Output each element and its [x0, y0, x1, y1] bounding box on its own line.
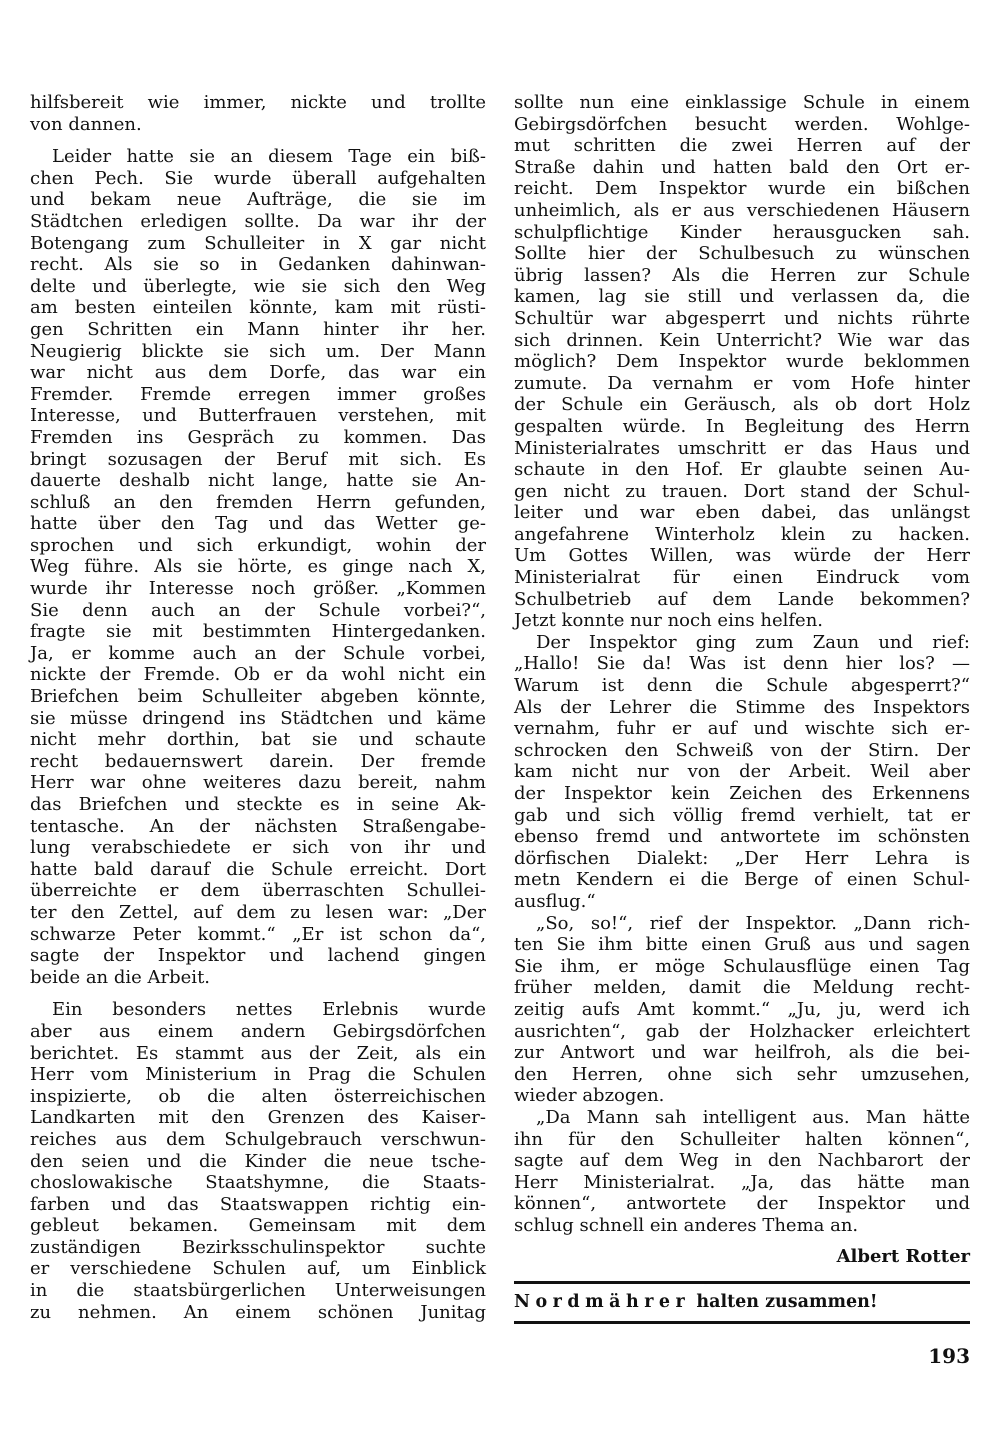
text-line: am besten einteilen könnte, kam mit rüsti- [30, 297, 486, 319]
text-line: dörfischen Dialekt: „Der Herr Lehra is [514, 847, 970, 869]
text-line: farben und das Staatswappen richtig ein- [30, 1193, 486, 1215]
paragraph [30, 999, 486, 1323]
text-line: Botengang zum Schulleiter in X gar nicht [30, 232, 486, 254]
text-line: reicht. Dem Inspektor wurde ein bißchen [514, 178, 970, 200]
text-line: ten Sie ihm bitte einen Gruß aus und sagen [514, 934, 970, 956]
text-line: Jetzt konnte nur noch eins helfen. [514, 610, 824, 632]
text-line: schulpflichtige Kinder herausgucken sah. [514, 221, 970, 243]
text-line: wurde ihr Interesse noch größer. „Kommen [30, 578, 486, 600]
paragraph [514, 92, 970, 632]
text-line: delte und überlegte, wie sie sich den Weg [30, 275, 486, 297]
text-line: Warum ist denn die Schule abgesperrt?“ [514, 675, 970, 697]
text-line: früher melden, damit die Meldung recht- [514, 977, 970, 999]
text-line: Sie ihm, er möge Schulausflüge einen Tag [514, 955, 970, 977]
text-line: Schulbetrieb auf dem Lande bekommen? [514, 588, 970, 610]
text-line: können“, antwortete der Inspektor und [514, 1193, 970, 1215]
text-line: Fremder. Fremde erregen immer großes [30, 383, 486, 405]
text-line: gen Schritten ein Mann hinter ihr her. [30, 318, 486, 340]
text-line: Leider hatte sie an diesem Tage ein biß- [52, 146, 486, 168]
text-line: berichtet. Es stammt aus der Zeit, als ein [30, 1042, 486, 1064]
text-line: Ein besonders nettes Erlebnis wurde [52, 999, 486, 1021]
text-line: möglich? Dem Inspektor wurde beklommen [514, 351, 970, 373]
text-line: inspizierte, ob die alten österreichischen [30, 1085, 486, 1107]
paragraph [30, 146, 486, 988]
text-line: Herr Ministerialrat. „Ja, das hätte man [514, 1171, 970, 1193]
text-line: Herr vom Ministerium in Prag die Schulen [30, 1064, 486, 1086]
text-line: sprochen und sich erkundigt, wohin der [30, 534, 486, 556]
text-line: zuständigen Bezirksschulinspektor suchte [30, 1236, 486, 1258]
text-line: kamen, lag sie still und verlassen da, die [514, 286, 970, 308]
text-line: Gebirgsdörfchen besucht werden. Wohlge- [514, 113, 970, 135]
text-line: tentasche. An der nächsten Straßengabe- [30, 815, 486, 837]
text-line: aber aus einem andern Gebirgsdörfchen [30, 1020, 486, 1042]
text-line: Städtchen erledigen sollte. Da war ihr der [30, 210, 486, 232]
text-line: choslowakische Staatshymne, die Staats- [30, 1172, 486, 1194]
text-line: hilfsbereit wie immer, nickte und trollte [30, 92, 486, 113]
text-line: zeitig aufs Amt kommt.“ „Ju, ju, werd ich [514, 998, 970, 1020]
text-line: nicht mehr dorthin, bat sie und schaute [30, 729, 486, 751]
text-line: überreichte er dem überraschten Schullei- [30, 880, 486, 902]
divider-bottom [514, 1321, 970, 1324]
text-line: beide an die Arbeit. [30, 966, 211, 988]
text-line: reiches aus dem Schulgebrauch verschwun- [30, 1128, 486, 1150]
text-line: hatte bald darauf die Schule erreicht. Dort [30, 858, 486, 880]
text-line: Landkarten mit den Grenzen des Kaiser- [30, 1107, 486, 1129]
text-line: er verschiedene Schulen auf, um Einblick [30, 1258, 486, 1280]
text-line: ebenso fremd und antwortete im schönsten [514, 826, 970, 848]
text-line: in die staatsbürgerlichen Unterweisungen [30, 1280, 486, 1302]
text-line: Briefchen beim Schulleiter abgeben könnte, [30, 686, 486, 708]
text-line: Straße dahin und hatten bald den Ort er- [514, 156, 970, 178]
text-line: kam nicht nur von der Arbeit. Weil aber [514, 761, 970, 783]
text-line: übrig lassen? Als die Herren zur Schule [514, 264, 970, 286]
paragraph [514, 1107, 970, 1237]
text-line: ihn für den Schulleiter halten können“, [514, 1128, 970, 1150]
text-line: recht bedauernswert darein. Der fremde [30, 750, 486, 772]
text-line: metn Kendern ei die Berge of einen Schul- [514, 869, 970, 891]
text-line: wieder abzogen. [514, 1085, 665, 1107]
text-line: Weg führe. Als sie hörte, es ginge nach X, [30, 556, 486, 578]
text-line: dauerte deshalb nicht lange, hatte sie An- [30, 470, 486, 492]
text-line: sie müsse dringend ins Städtchen und käme [30, 707, 486, 729]
text-line: „Hallo! Sie da! Was ist denn hier los? — [514, 653, 970, 675]
text-line: Der Inspektor ging zum Zaun und rief: [536, 631, 970, 653]
text-line: hatte über den Tag und das Wetter ge- [30, 513, 486, 535]
motto-rest: halten zusammen! [696, 1292, 878, 1312]
text-line: recht. Als sie so in Gedanken dahinwan- [30, 254, 486, 276]
text-line: sich drinnen. Kein Unterricht? Wie war das [514, 329, 970, 351]
text-line: schwarze Peter kommt.“ „Er ist schon da“, [30, 923, 486, 945]
text-line: nickte der Fremde. Ob er da wohl nicht ein [30, 664, 486, 686]
text-line: schluß an den fremden Herrn gefunden, [30, 491, 486, 513]
text-line: schrocken den Schweiß von der Stirn. Der [514, 739, 970, 761]
text-line: Schultür war abgesperrt und nichts rührte [514, 307, 970, 329]
text-line: gespalten würde. In Begleitung des Herrn [514, 415, 970, 437]
text-line: gebleut bekamen. Gemeinsam mit dem [30, 1215, 486, 1237]
text-line: Um Gottes Willen, was würde der Herr [514, 545, 970, 567]
text-line: sollte nun eine einklassige Schule in einem [514, 92, 970, 113]
text-line: vernahm, fuhr er auf und wischte sich er- [514, 718, 970, 740]
text-line: Ja, er komme auch an der Schule vorbei, [30, 642, 486, 664]
divider-top [514, 1281, 970, 1284]
motto-spaced: Nordmährer [514, 1292, 691, 1312]
text-line: unheimlich, als er aus verschiedenen Häusern [514, 199, 970, 221]
text-line: bringt sozusagen der Beruf mit sich. Es [30, 448, 486, 470]
text-line: zumute. Da vernahm er vom Hofe hinter [514, 372, 970, 394]
text-line: das Briefchen und steckte es in seine Ak- [30, 794, 486, 815]
text-column-left [30, 92, 486, 1334]
text-line: Fremden ins Gespräch zu kommen. Das [30, 426, 486, 448]
text-line: Neugierig blickte sie sich um. Der Mann [30, 340, 486, 362]
page-number: 193 [928, 1344, 970, 1368]
text-line: sagte auf dem Weg in den Nachbarort der [514, 1150, 970, 1172]
paragraph [30, 92, 486, 135]
author-signature: Albert Rotter [836, 1246, 970, 1267]
text-line: schlug schnell ein anderes Thema an. [514, 1214, 859, 1236]
text-line: den Herren, ohne sich sehr umzusehen, [514, 1063, 970, 1085]
text-line: zu nehmen. An einem schönen Junitag [30, 1301, 486, 1323]
text-line: schaute in den Hof. Er glaubte seinen Au- [514, 459, 970, 481]
text-line: von dannen. [30, 113, 142, 135]
text-line: Ministerialrat für einen Eindruck vom [514, 567, 970, 589]
text-line: der Schule ein Geräusch, als ob dort Holz [514, 394, 970, 416]
text-line: leiter und war eben dabei, das unlängst [514, 502, 970, 524]
text-line: Als der Lehrer die Stimme des Inspektors [514, 696, 970, 718]
text-line: ausrichten“, gab der Holzhacker erleichtert [514, 1020, 970, 1042]
motto [514, 1292, 878, 1312]
text-line: „So, so!“, rief der Inspektor. „Dann rich- [536, 912, 970, 934]
text-line: mut schritten die zwei Herren auf der [514, 135, 970, 157]
text-line: gen nicht zu trauen. Dort stand der Schul- [514, 480, 970, 502]
text-line: Sollte hier der Schulbesuch zu wünschen [514, 243, 970, 265]
text-column-right [514, 92, 970, 1236]
text-line: Ministerialrates umschritt er das Haus und [514, 437, 970, 459]
text-line: war nicht aus dem Dorfe, das war ein [30, 362, 486, 384]
text-line: ter den Zettel, auf dem zu lesen war: „Der [30, 901, 486, 923]
text-line: gab und sich völlig fremd verhielt, tat er [514, 804, 970, 826]
paragraph [514, 913, 970, 1107]
text-line: Herr war ohne weiteres dazu bereit, nahm [30, 772, 486, 794]
text-line: Interesse, und Butterfrauen verstehen, mit [30, 405, 486, 427]
text-line: chen Pech. Sie wurde überall aufgehalten [30, 167, 486, 189]
text-line: sagte der Inspektor und lachend gingen [30, 945, 486, 967]
text-line: „Da Mann sah intelligent aus. Man hätte [536, 1106, 970, 1128]
text-line: den seien und die Kinder die neue tsche- [30, 1150, 486, 1172]
text-line: angefahrene Winterholz klein zu hacken. [514, 523, 970, 545]
text-line: der Inspektor kein Zeichen des Erkennens [514, 783, 970, 804]
text-line: ausflug.“ [514, 890, 596, 912]
text-line: und bekam neue Aufträge, die sie im [30, 189, 486, 211]
paragraph [514, 632, 970, 913]
text-line: Sie denn auch an der Schule vorbei?“, [30, 599, 486, 621]
text-line: fragte sie mit bestimmten Hintergedanken. [30, 621, 486, 643]
text-line: lung verabschiedete er sich von ihr und [30, 837, 486, 859]
text-line: zur Antwort und war heilfroh, als die bei- [514, 1042, 970, 1064]
